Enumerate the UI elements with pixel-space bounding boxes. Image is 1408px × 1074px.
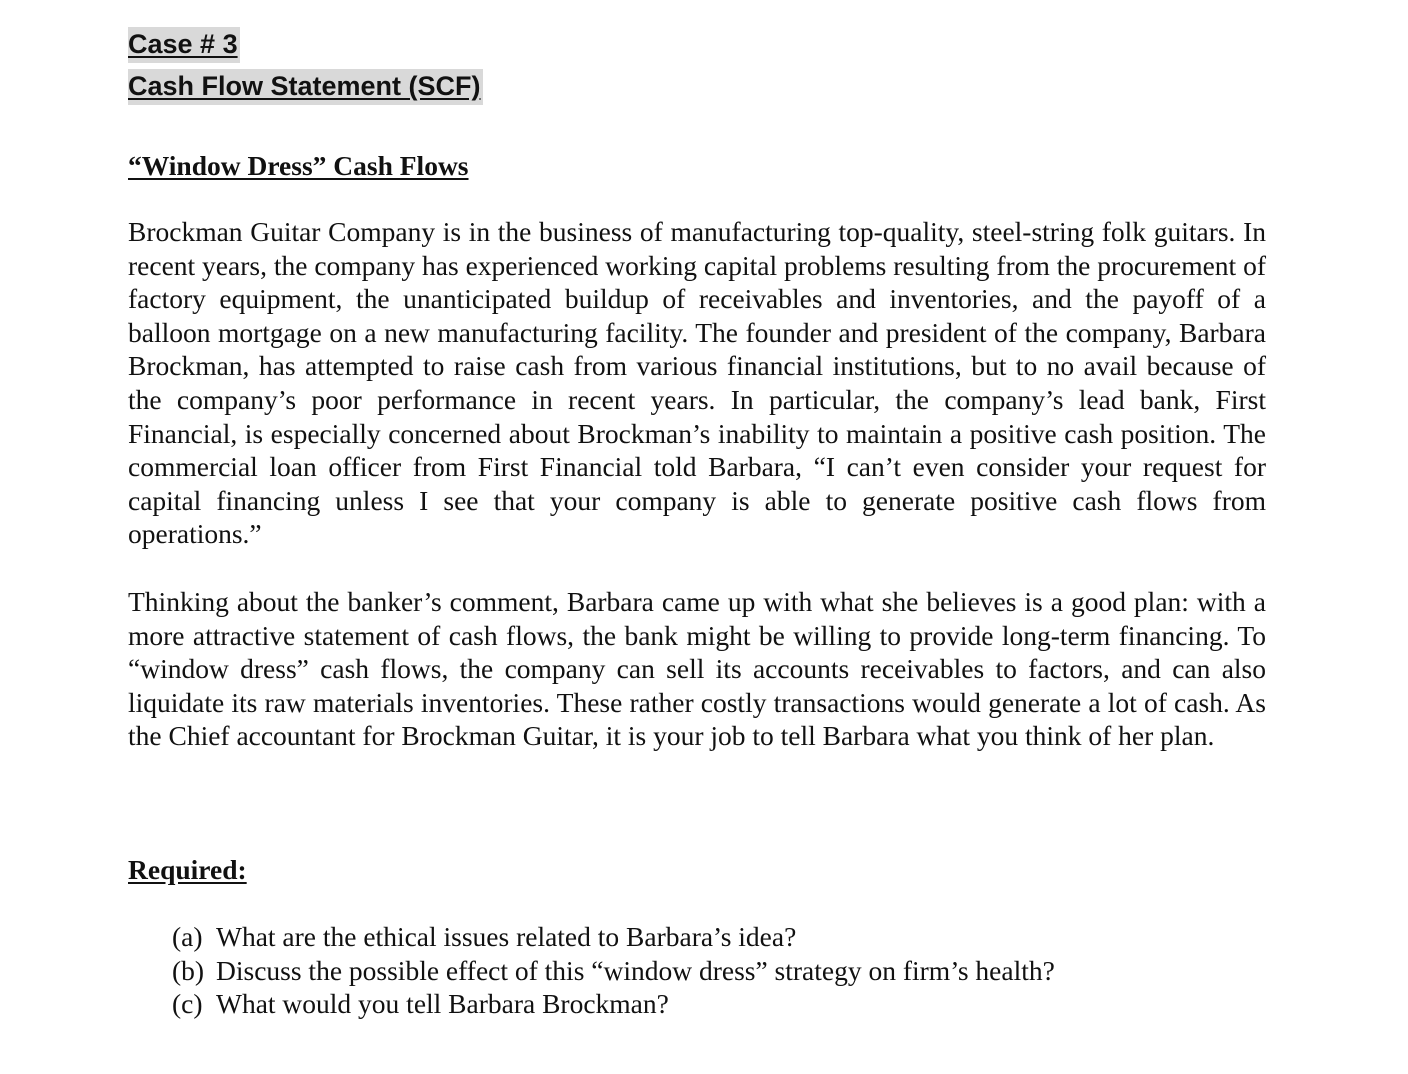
question-item-b [172, 954, 1055, 988]
question-marker: (c) [172, 988, 203, 1020]
question-text: What are the ethical issues related to Barbara’s idea? [216, 921, 797, 952]
case-number-heading: Case # 3 [128, 27, 240, 63]
question-text: What would you tell Barbara Brockman? [216, 988, 669, 1020]
case-topic-heading: Cash Flow Statement (SCF) [128, 69, 483, 105]
question-item-a [172, 920, 1055, 954]
required-heading: Required: [128, 854, 247, 885]
section-title: “Window Dress” Cash Flows [128, 150, 469, 181]
body-paragraph-1: Brockman Guitar Company is in the business of manufacturing top-quality, steel-string folk guitars. In recent years, the company has experienced working capital problems resulting from the procurement of factory equipment, the unanticipated buildup of receivables and inventories, and the payoff of a balloon mortgage on a new manufacturing facility. The founder and president of the company, Barbara Brockman, has attempted to raise cash from various financial institutions, but to no avail because of the company’s poor performance in recent years. In particular, the company’s lead bank, First Financial, is especially concerned about Brockman’s inability to maintain a positive cash position. The commercial loan officer from First Financial told Barbara, “I can’t even consider your request for capital financing unless I see that your company is able to generate positive cash flows from operations.” [128, 216, 1266, 550]
body-paragraph-2: Thinking about the banker’s comment, Barbara came up with what she believes is a good plan: with a more attractive statement of cash flows, the bank might be willing to provide long-term financing. To “window dress” cash flows, the company can sell its accounts receivables to factors, and can also liquidate its raw materials inventories. These rather costly transactions would generate a lot of cash. As the Chief accountant for Brockman Guitar, it is your job to tell Barbara what you think of her plan. [128, 586, 1266, 752]
question-marker: (b) [172, 954, 205, 986]
question-marker: (a) [172, 921, 203, 952]
question-text: Discuss the possible effect of this “window dress” strategy on firm’s health? [216, 954, 1055, 986]
question-item-c [172, 987, 1055, 1021]
question-list [172, 920, 1055, 1021]
